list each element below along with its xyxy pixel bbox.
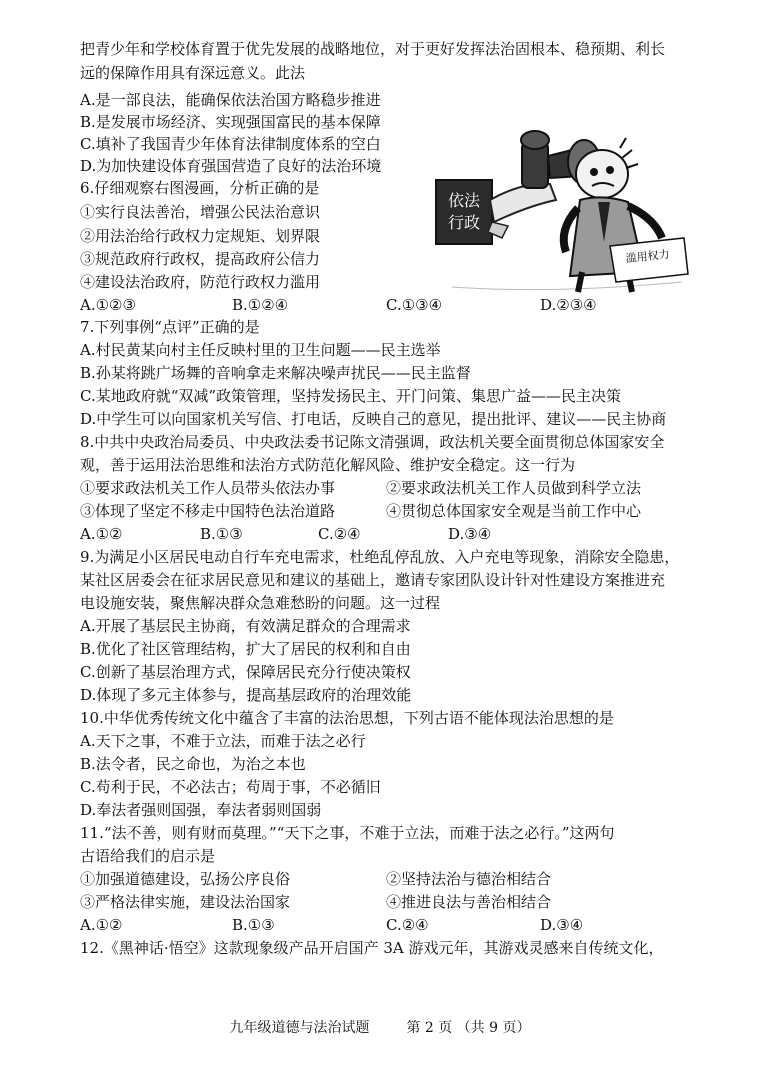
question-11-item: ③严格法律实施，建设法治国家 [80, 893, 291, 911]
option-b: B.孙某将跳广场舞的音响拿走来解决噪声扰民——民主监督 [80, 364, 471, 382]
question-6-item: ③规范政府行政权，提高政府公信力 [80, 250, 321, 268]
option-a: A.开展了基层民主协商，有效满足群众的合理需求 [80, 617, 411, 635]
choice-c: C.②④ [386, 916, 429, 934]
option-a: A.村民黄某向村主任反映村里的卫生问题——民主选举 [80, 341, 441, 359]
paper-text: 滥用权力 [625, 247, 671, 266]
choice-b: B.①②④ [232, 296, 289, 314]
choice-b: B.①③ [200, 525, 243, 543]
cartoon-illustration [432, 122, 690, 300]
option-d: D.体现了多元主体参与，提高基层政府的治理效能 [80, 686, 412, 704]
sign-text-bottom: 行政 [447, 213, 481, 232]
choice-d: D.③④ [540, 916, 584, 934]
question-11-item: ①加强道德建设，弘扬公序良俗 [80, 870, 291, 888]
question-8-stem: 8.中共中央政治局委员、中央政法委书记陈文清强调，政法机关要全面贯彻总体国家安全 [80, 433, 665, 451]
option-c: C.苟利于民，不必法古；苟周于事，不必循旧 [80, 778, 381, 796]
question-8-stem: 观，善于运用法治思维和法治方式防范化解风险、维护安全稳定。这一行为 [80, 456, 576, 474]
question-6-item: ①实行良法善治，增强公民法治意识 [80, 203, 321, 221]
option-a: A.天下之事，不难于立法，而难于法之必行 [80, 732, 366, 750]
question-8-item: ③体现了坚定不移走中国特色法治道路 [80, 502, 336, 520]
option-c: C.某地政府就“双减”政策管理，坚持发扬民主、开门问策、集思广益——民主决策 [80, 387, 622, 405]
question-8-item: ①要求政法机关工作人员带头依法办事 [80, 479, 336, 497]
question-10-stem: 10.中华优秀传统文化中蕴含了丰富的法治思想，下列古语不能体现法治思想的是 [80, 709, 614, 727]
question-11-stem: 11.“法不善，则有财而莫理。”“天下之事，不难于立法，而难于法之必行。”这两句 [80, 824, 615, 842]
question-6-item: ②用法治给行政权力定规矩、划界限 [80, 227, 321, 245]
choice-a: A.①② [80, 916, 123, 934]
question-6-item: ④建设法治政府，防范行政权力滥用 [80, 273, 321, 291]
option-d: D.为加快建设体育强国营造了良好的法治环境 [80, 157, 382, 175]
question-8-item: ④贯彻总体国家安全观是当前工作中心 [386, 502, 642, 520]
intro-line: 远的保障作用具有深远意义。此法 [80, 64, 306, 82]
choice-a: A.①②③ [80, 296, 136, 314]
question-12-stem: 12.《黑神话·悟空》这款现象级产品开启国产 3A 游戏元年，其游戏灵感来自传统文化， [80, 939, 664, 957]
option-a: A.是一部良法，能确保依法治国方略稳步推进 [80, 91, 381, 109]
question-7-stem: 7.下列事例“点评”正确的是 [80, 318, 260, 336]
page-number: 第 2 页 （共 9 页） [406, 1020, 531, 1036]
intro-line: 把青少年和学校体育置于优先发展的战略地位，对于更好发挥法治固根本、稳预期、利长 [80, 40, 666, 58]
option-d: D.奉法者强则国强，奉法者弱则国弱 [80, 801, 322, 819]
option-d: D.中学生可以向国家机关写信、打电话，反映自己的意见，提出批评、建议——民主协商 [80, 410, 667, 428]
footer-title: 九年级道德与法治试题 [229, 1020, 370, 1036]
question-11-item: ④推进良法与善治相结合 [386, 893, 552, 911]
option-c: C.填补了我国青少年体育法律制度体系的空白 [80, 135, 381, 153]
question-6-stem: 6.仔细观察右图漫画，分析正确的是 [80, 179, 320, 197]
question-9-stem: 某社区居委会在征求居民意见和建议的基础上，邀请专家团队设计针对性建设方案推进充 [80, 571, 666, 589]
option-b: B.是发展市场经济、实现强国富民的基本保障 [80, 113, 381, 131]
question-9-stem: 电设施安装，聚焦解决群众急难愁盼的问题。这一过程 [80, 594, 441, 612]
option-b: B.法令者，民之命也，为治之本也 [80, 755, 306, 773]
question-11-stem: 古语给我们的启示是 [80, 847, 216, 865]
sign-board [436, 180, 492, 244]
choice-d: D.②③④ [540, 296, 597, 314]
question-9-stem: 9.为满足小区居民电动自行车充电需求，杜绝乱停乱放、入户充电等现象，消除安全隐患， [80, 548, 680, 566]
paper-document [610, 238, 688, 282]
choice-b: B.①③ [232, 916, 275, 934]
choice-c: C.②④ [318, 525, 361, 543]
sign-text-top: 依法 [447, 191, 481, 210]
choice-d: D.③④ [448, 525, 492, 543]
page-footer [0, 1018, 760, 1038]
question-11-item: ②坚持法治与德治相结合 [386, 870, 552, 888]
choice-a: A.①② [80, 525, 123, 543]
option-c: C.创新了基层治理方式，保障居民充分行使决策权 [80, 663, 411, 681]
choice-c: C.①③④ [386, 296, 443, 314]
question-8-item: ②要求政法机关工作人员做到科学立法 [386, 479, 642, 497]
option-b: B.优化了社区管理结构，扩大了居民的权利和自由 [80, 640, 411, 658]
